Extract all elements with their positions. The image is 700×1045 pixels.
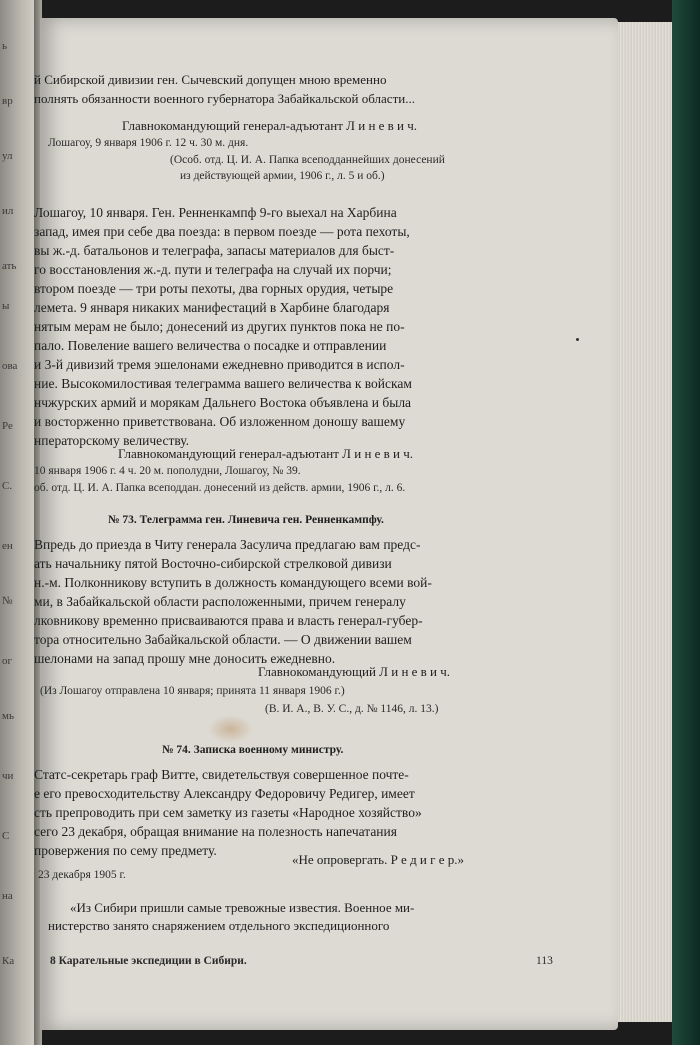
signature-line: Главнокомандующий генерал-адъютант Л и н е в и ч.	[122, 118, 418, 133]
text-line: лковникову временно присваиваются права и власть генерал-губер-	[34, 613, 423, 628]
left-fragment: С	[2, 830, 10, 842]
text-line: Лошагоу, 10 января. Ген. Ренненкампф 9-го выехал на Харбина	[34, 205, 397, 220]
paper-stain	[208, 715, 253, 743]
text-line: сего 23 декабря, обращая внимание на полезность напечатания	[34, 824, 397, 839]
section-heading: № 74. Записка военному министру.	[162, 744, 344, 756]
signature-line: Главнокомандующий генерал-адъютант Л и н е в и ч.	[118, 446, 414, 461]
source-line: (В. И. А., В. У. С., д. № 1146, л. 13.)	[265, 703, 439, 715]
text-line: ние. Высокомилостивая телеграмма вашего величества к войскам	[34, 376, 412, 391]
footer-note: 8 Карательные экспедиции в Сибири.	[50, 955, 247, 967]
text-line: Впредь до приезда в Читу генерала Засулича предлагаю вам предс-	[34, 537, 421, 552]
left-fragment: С.	[2, 480, 13, 492]
source-line: (Особ. отд. Ц. И. А. Папка всеподданнейших донесений	[170, 154, 445, 166]
text-line: ать начальнику пятой Восточно-сибирской стрелковой дивизи	[34, 556, 392, 571]
quote-line: «Из Сибири пришли самые тревожные известия. Военное ми-	[70, 900, 415, 915]
left-fragment: ен	[2, 540, 13, 552]
text-line: тора относительно Забайкальской области. — О движении вашем	[34, 632, 412, 647]
text-line: е его превосходительству Александру Федоровичу Редигер, имеет	[34, 786, 415, 801]
source-line: из действующей армии, 1906 г., л. 5 и об.)	[180, 170, 385, 182]
left-fragment: ог	[2, 655, 13, 667]
text-line: пало. Повеление вашего величества о посадке и отправлении	[34, 338, 387, 353]
text-line: провержения по сему предмету.	[34, 843, 217, 858]
book-cover	[672, 0, 700, 1045]
page-number: 113	[536, 955, 553, 967]
date-line: Лошагоу, 9 января 1906 г. 12 ч. 30 м. дня.	[48, 137, 249, 149]
left-fragment: ова	[2, 360, 18, 372]
text-line: и восторженно приветствована. Об изложенном доношу вашему	[34, 414, 406, 429]
page-edges	[614, 22, 676, 1022]
signature-line: Главнокомандующий Л и н е в и ч.	[258, 664, 451, 679]
left-fragment: №	[2, 595, 13, 607]
text-line: шелонами на запад прошу мне доносить ежедневно.	[34, 651, 336, 666]
text-line: нператорскому величеству.	[34, 433, 190, 448]
text-line: полнять обязанности военного губернатора Забайкальской области...	[34, 91, 415, 106]
text-line: н.-м. Полконникову вступить в должность командующего всеми вой-	[34, 575, 432, 590]
left-fragment: ы	[2, 300, 10, 312]
date-line: 10 января 1906 г. 4 ч. 20 м. пополудни, Лошагоу, № 39.	[34, 465, 301, 477]
text-line: ми, в Забайкальской области расположенными, причем генералу	[34, 594, 406, 609]
quote-line: нистерство занято снаряжением отдельного экспедиционного	[48, 918, 390, 933]
resolution-line: «Не опровергать. Р е д и г е р.»	[292, 852, 464, 867]
text-line: запад, имея при себе два поезда: в первом поезде — рота пехоты,	[34, 224, 410, 239]
left-fragment: чи	[2, 770, 14, 782]
date-line: 23 декабря 1905 г.	[38, 869, 126, 881]
text-line: нчжурских армий и морякам Дальнего Востока объявлена и была	[34, 395, 412, 410]
left-fragment: на	[2, 890, 13, 902]
text-line: Статс-секретарь граф Витте, свидетельствуя совершенное почте-	[34, 767, 409, 782]
left-fragment: мь	[2, 710, 14, 722]
source-line: об. отд. Ц. И. А. Папка всеподдан. донесений из действ. армии, 1906 г., л. 6.	[34, 482, 406, 494]
text-line: лемета. 9 января никаких манифестаций в Харбине благодаря	[34, 300, 390, 315]
text-line: й Сибирской дивизии ген. Сычевский допущен мною временно	[34, 72, 387, 87]
source-line: (Из Лошагоу отправлена 10 января; принята 11 января 1906 г.)	[40, 685, 345, 697]
left-fragment: Ре	[2, 420, 13, 432]
left-fragment: Ка	[2, 955, 15, 967]
left-fragment: ул	[2, 150, 13, 162]
left-fragment: вр	[2, 95, 13, 107]
left-fragment: ь	[2, 40, 8, 52]
text-line: го восстановления ж.-д. пути и телеграфа на случай их порчи;	[34, 262, 392, 277]
text-line: сть препроводить при сем заметку из газеты «Народное хозяйство»	[34, 805, 422, 820]
section-heading: № 73. Телеграмма ген. Линевича ген. Ренненкампфу.	[108, 514, 384, 526]
text-line: нятым мерам не было; донесений из других пунктов пока не по-	[34, 319, 405, 334]
left-page-edge	[0, 0, 34, 1045]
text-line: вы ж.-д. батальонов и телеграфа, запасы материалов для быст-	[34, 243, 395, 258]
left-fragment: ать	[2, 260, 17, 272]
ink-dot	[576, 338, 579, 341]
left-fragment: ил	[2, 205, 14, 217]
text-line: и 3-й дивизий тремя эшелонами ежедневно приводится в испол-	[34, 357, 405, 372]
text-line: втором поезде — три роты пехоты, два горных орудия, четыре	[34, 281, 394, 296]
